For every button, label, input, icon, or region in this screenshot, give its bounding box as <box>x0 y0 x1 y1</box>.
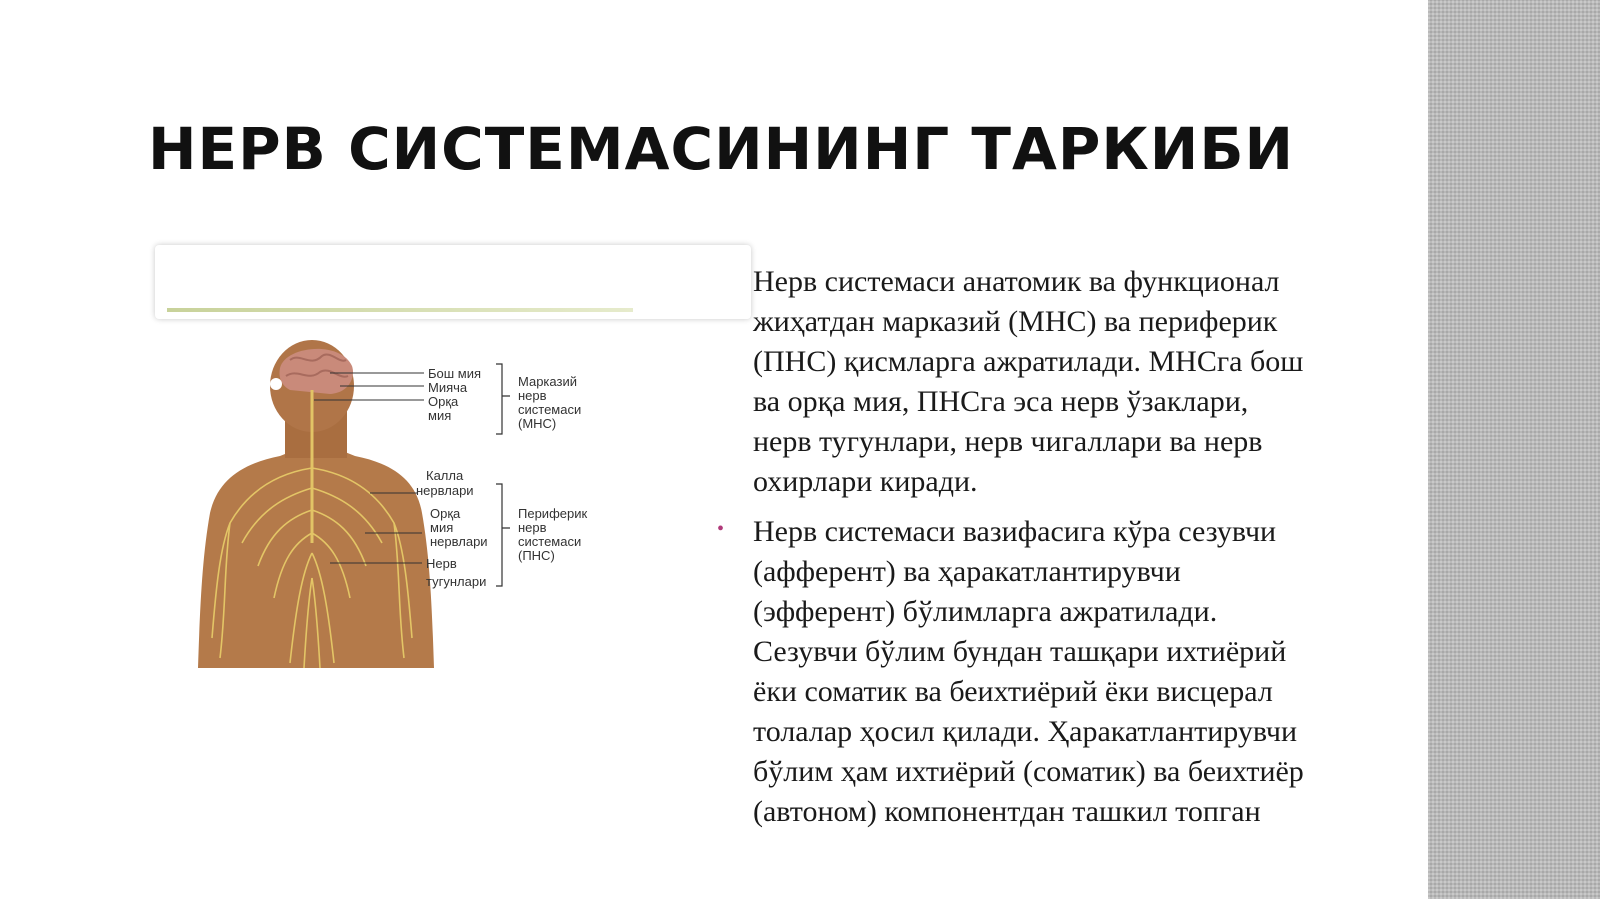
p2-line-2: (афферент) ва ҳаракатлантирувчи <box>753 555 1181 588</box>
label-cranial-1: Калла <box>426 468 464 483</box>
label-spinal-nerves-1: Орқа <box>430 506 461 521</box>
pns-bracket <box>496 484 510 586</box>
p2-line-1: Нерв системаси вазифасига кўра сезувчи <box>753 515 1277 548</box>
torso-shape <box>198 450 434 668</box>
group-pns-4: (ПНС) <box>518 548 555 563</box>
label-spinal-1: Орқа <box>428 394 459 409</box>
label-cerebellum: Мияча <box>428 380 468 395</box>
p1-line-6: охирлари киради. <box>753 465 978 498</box>
p1-line-4: ва орқа мия, ПНСга эса нерв ўзаклари, <box>753 385 1249 418</box>
p2-line-3: (эфферент) бўлимларга ажратилади. <box>753 595 1218 628</box>
group-pns-1: Периферик <box>518 506 588 521</box>
body-text <box>717 262 1393 842</box>
group-cns-3: системаси <box>518 402 582 417</box>
decorative-side-strip <box>1428 0 1600 899</box>
group-cns-2: нерв <box>518 388 547 403</box>
p2-line-5: ёки соматик ва беихтиёрий ёки висцерал <box>753 675 1273 708</box>
cns-bracket <box>496 364 510 434</box>
caption-underline <box>167 308 633 312</box>
label-ganglia-1: Нерв <box>426 556 457 571</box>
label-spinal-nerves-2: мия <box>430 520 454 535</box>
label-ganglia-2: тугунлари <box>426 574 487 589</box>
group-cns-4: (МНС) <box>518 416 557 431</box>
p2-line-6: толалар ҳосил қилади. Ҳаракатлантирувчи <box>753 715 1298 748</box>
p2-line-7: бўлим ҳам ихтиёрий (соматик) ва беихтиёр <box>753 755 1304 788</box>
label-cranial-2: нервлари <box>416 483 474 498</box>
p1-line-3: (ПНС) қисмларга ажратилади. МНСга бош <box>753 345 1304 378</box>
label-spinal-2: мия <box>428 408 452 423</box>
eye-shape <box>270 378 282 390</box>
p2-line-4: Сезувчи бўлим бундан ташқари ихтиёрий <box>753 635 1287 668</box>
paragraph-1 <box>753 262 1393 502</box>
paragraph-2 <box>717 512 1393 832</box>
p1-line-1: Нерв системаси анатомик ва функционал <box>753 265 1280 298</box>
group-pns-2: нерв <box>518 520 547 535</box>
slide-title: НЕРВ СИСТЕМАСИНИНГ ТАРКИБИ <box>148 115 1295 183</box>
group-pns-3: системаси <box>518 534 582 549</box>
p1-line-2: жиҳатдан марказий (МНС) ва периферик <box>753 305 1278 338</box>
p1-line-5: нерв тугунлари, нерв чигаллари ва нерв <box>753 425 1263 458</box>
brain-shape <box>279 349 353 394</box>
nervous-system-figure <box>190 338 620 670</box>
label-brain: Бош мия <box>428 366 482 381</box>
group-cns-1: Марказий <box>518 374 577 389</box>
label-spinal-nerves-3: нервлари <box>430 534 488 549</box>
bullet-icon: • <box>717 518 725 540</box>
image-caption-box <box>155 245 751 319</box>
anatomy-illustration <box>190 338 620 670</box>
p2-line-8: (автоном) компонентдан ташкил топган <box>753 795 1261 828</box>
